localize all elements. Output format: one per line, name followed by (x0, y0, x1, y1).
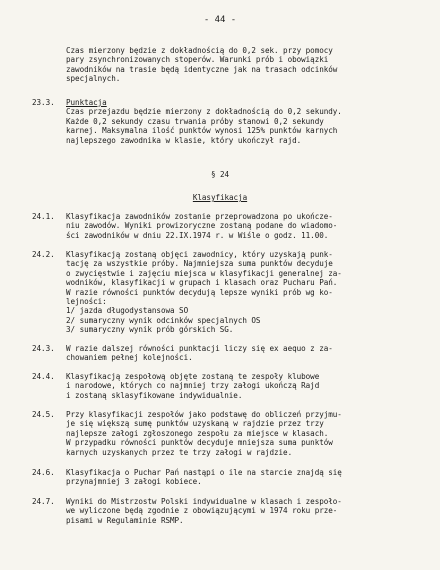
text-line: we wyliczone będą zgodnie z obowiązującymi w 1974 roku prze- (66, 506, 338, 516)
text-line: W razie równości punktów decydują lepsze wyniki prób wg ko- (66, 287, 333, 297)
list-item: 3/ sumaryczny wynik prób górskich SG. (66, 325, 234, 335)
text-line: W razie dalszej równości punktacji liczy się ex aequo z za- (66, 344, 333, 353)
text-line: lejności: (66, 297, 107, 307)
item-number: 24.7. (32, 497, 55, 506)
text-line: Czas mierzony będzie z dokładnością do 0,2 sek. przy pomocy (66, 46, 333, 55)
list-item: 1/ jazda długodystansowa SO (66, 306, 189, 316)
text-line: niu zawodów. Wyniki prowizoryczne zostaną podane do wiadomo- (66, 221, 338, 231)
section-number: 23.3. (32, 98, 55, 107)
text-line: Klasyfikacja zawodników zostanie przeprowadzona po ukończe- (66, 212, 333, 221)
section-title: Klasyfikacja (192, 193, 248, 202)
text-line: pisami w Regulaminie RSMP. (66, 515, 184, 525)
section-mark: § 24 (210, 170, 230, 179)
section-heading: Punktacja (66, 98, 107, 107)
text-line: Klasyfikacją zostaną objęci zawodnicy, który uzyskają punk- (66, 250, 333, 259)
text-line: karnej. Maksymalna ilość punktów wynosi 125% punktów karnych (66, 126, 338, 136)
text-line: wodników, klasyfikacji w grupach i klasach oraz Pucharu Pań. (66, 278, 338, 288)
text-line: i narodowe, których co najmniej trzy załogi ukończą Rajd (66, 381, 320, 391)
text-line: tację za wszystkie próby. Najmniejsza suma punktów decyduje (66, 259, 333, 269)
text-line: karnych uzyskanych przez te trzy załogi w rajdzie. (66, 447, 293, 457)
text-line: o zwycięstwie i zajęciu miejsca w klasyfikacji generalnej za- (66, 268, 342, 278)
text-line: przynajmniej 3 załogi kobiece. (66, 477, 202, 487)
item-number: 24.1. (32, 212, 55, 221)
text-line: najlepsze załogi zgłoszonego zespołu za miejsce w klasach. (66, 428, 329, 438)
item-number: 24.5. (32, 410, 55, 419)
item-number: 24.6. (32, 468, 55, 477)
text-line: i zostaną sklasyfikowane indywidualnie. (66, 390, 243, 400)
text-line: pary zsynchronizowanych stoperów. Warunki prób i obowiązki (66, 55, 329, 65)
item-number: 24.2. (32, 250, 55, 259)
text-line: chowaniem pełnej kolejności. (66, 353, 193, 363)
text-line: zawodników na trasie będą identyczne jak na trasach odcinków (66, 64, 338, 74)
text-line: Klasyfikacją zespołową objęte zostaną te zespoły klubowe (66, 372, 320, 381)
item-number: 24.4. (32, 372, 55, 381)
text-line: ści zawodników w dniu 22.IX.1974 r. w Wiśle o godz. 11.00. (66, 230, 329, 240)
text-line: W przypadku równości punktów decyduje mniejsza suma punktów (66, 438, 333, 448)
text-line: Wyniki do Mistrzostw Polski indywidualne w klasach i zespoło- (66, 497, 342, 506)
text-line: Przy klasyfikacji zespołów jako podstawę do obliczeń przyjmu- (66, 410, 342, 419)
list-item: 2/ sumaryczny wynik odcinków specjalnych OS (66, 315, 261, 325)
text-line: Czas przejazdu będzie mierzony z dokładnością do 0,2 sekundy. (66, 107, 342, 117)
text-line: je się większą sumę punktów uzyskaną w rajdzie przez trzy (66, 419, 324, 429)
text-line: specjalnych. (66, 74, 121, 84)
page-number: - 44 - (203, 15, 237, 25)
text-line: najlepszego zawodnika w klasie, który ukończył rajd. (66, 135, 302, 145)
text-line: Każde 0,2 sekundy czasu trwania próby stanowi 0,2 sekundy (66, 116, 324, 126)
item-number: 24.3. (32, 344, 55, 353)
text-line: Klasyfikacja o Puchar Pań nastąpi o ile na starcie znajdą się (66, 468, 342, 477)
